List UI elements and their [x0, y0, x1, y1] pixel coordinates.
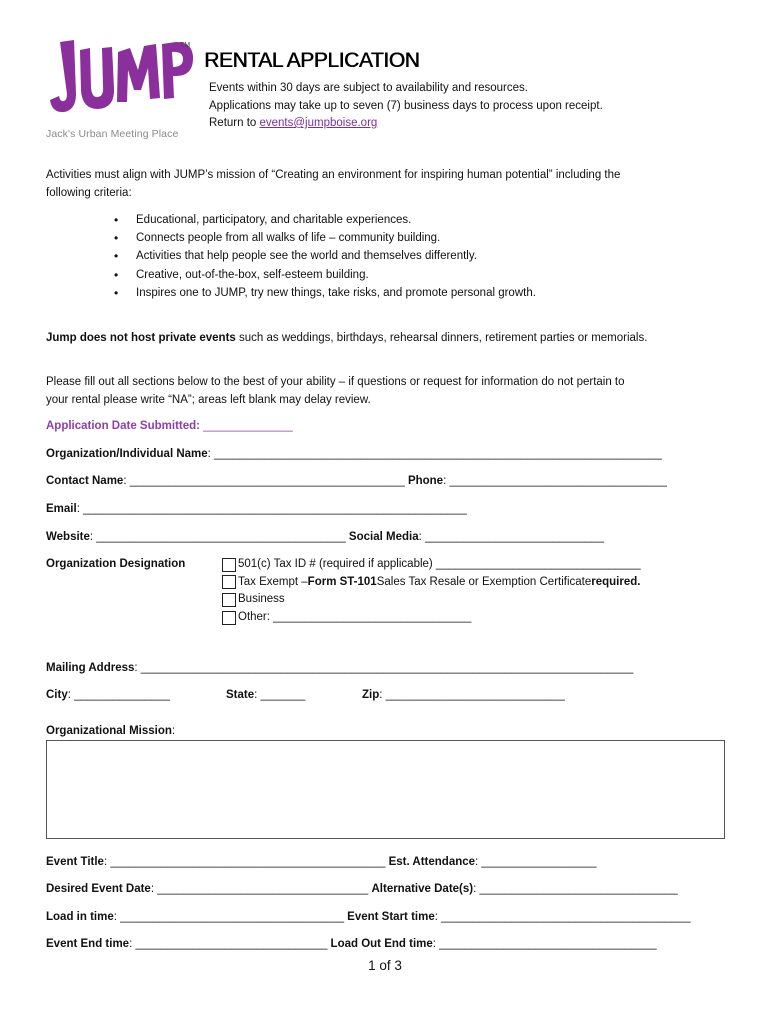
page-number: 1 of 3 — [368, 958, 402, 973]
alternative-date-label: Alternative Date(s) — [371, 883, 474, 895]
option-tax-exempt-required: required. — [591, 575, 641, 588]
application-date-row — [46, 420, 293, 432]
private-events-bold: Jump does not host private events — [46, 332, 236, 344]
organizational-mission-colon: : — [171, 725, 176, 737]
event-date-row — [46, 883, 678, 895]
website-label: Website — [46, 531, 90, 543]
instructions — [46, 373, 625, 409]
email-label: Email — [46, 503, 77, 515]
application-date-label: Application Date Submitted: — [46, 420, 200, 432]
contact-name-label: Contact Name — [46, 475, 124, 487]
state-field[interactable]: : _______ — [254, 689, 306, 701]
city-label: City — [46, 689, 68, 701]
page-title: RENTAL APPLICATION — [204, 49, 420, 72]
end-time-row — [46, 938, 657, 950]
state-group — [226, 689, 305, 701]
desired-date-label: Desired Event Date — [46, 883, 151, 895]
email-link[interactable]: events@jumpboise.org — [259, 117, 378, 129]
header-note-return — [209, 115, 603, 133]
mission-intro-line-2: following criteria: — [46, 187, 132, 199]
trademark-mark: TM — [180, 42, 191, 49]
option-business-label: Business — [238, 593, 285, 606]
jump-wordmark-graphic — [46, 36, 196, 128]
header-note-processing: Applications may take up to seven (7) business days to process upon receipt. — [209, 99, 603, 112]
organization-name-label: Organization/Individual Name — [46, 448, 208, 460]
desired-date-field[interactable]: : _________________________________ — [150, 883, 372, 895]
zip-field[interactable]: : ____________________________ — [379, 689, 565, 701]
load-in-row — [46, 911, 691, 923]
load-in-label: Load in time — [46, 911, 114, 923]
jump-logo — [46, 36, 196, 148]
zip-label: Zip — [362, 689, 380, 701]
mission-intro-line-1: Activities must align with JUMP’s mission of “Creating an environment for inspiring human potential” including the — [46, 169, 621, 181]
logo-subtitle: Jack's Urban Meeting Place — [46, 128, 179, 140]
mailing-address-field[interactable]: : _____________________________________________________________________________ — [134, 662, 634, 674]
list-item: • Inspires one to JUMP, try new things, take risks, and promote personal growth. — [112, 284, 536, 302]
checkbox-501c[interactable] — [222, 558, 236, 572]
city-field[interactable]: : _______________ — [67, 689, 171, 701]
option-501c-label: 501(c) Tax ID # (required if applicable) ________________________________ — [238, 558, 641, 570]
application-date-field[interactable]: ______________ — [199, 420, 293, 432]
event-title-field[interactable]: : ___________________________________________ — [103, 856, 389, 868]
header-note-availability: Events within 30 days are subject to availability and resources. — [209, 82, 528, 94]
event-title-row — [46, 856, 597, 868]
return-prefix: Return to — [209, 117, 260, 129]
criteria-list — [112, 211, 536, 302]
instructions-line-2: your rental please write “NA”; areas left blank may delay review. — [46, 394, 371, 406]
designation-label: Organization Designation — [46, 558, 186, 570]
end-time-field[interactable]: : ______________________________ — [129, 938, 331, 950]
phone-field[interactable]: : __________________________________ — [443, 475, 667, 487]
mission-intro — [46, 166, 620, 202]
end-time-label: Event End time — [46, 938, 130, 950]
option-501c — [222, 556, 641, 574]
social-media-field[interactable]: : ____________________________ — [418, 531, 605, 543]
load-out-field[interactable]: : __________________________________ — [432, 938, 657, 950]
list-item: • Activities that help people see the world and themselves differently. — [112, 247, 536, 265]
start-time-label: Event Start time — [347, 911, 435, 923]
alternative-date-field[interactable]: : _______________________________ — [473, 883, 678, 895]
option-tax-exempt-form: Form ST-101 — [307, 575, 377, 588]
start-time-field[interactable]: : _______________________________________ — [434, 911, 691, 923]
load-out-label: Load Out End time — [330, 938, 433, 950]
header-notes — [209, 80, 603, 133]
email-field[interactable]: : ____________________________________________________________ — [76, 503, 467, 515]
state-label: State — [226, 689, 255, 701]
contact-name-field[interactable]: : ___________________________________________ — [123, 475, 408, 487]
option-tax-exempt — [222, 574, 641, 592]
instructions-line-1: Please fill out all sections below to the best of your ability – if questions or request for information do not pertain to — [46, 376, 625, 388]
organization-name-field[interactable]: : ______________________________________________________________________ — [207, 448, 662, 460]
phone-label: Phone — [407, 475, 444, 487]
attendance-label: Est. Attendance — [388, 856, 476, 868]
designation-label-row — [46, 558, 185, 570]
private-events-note — [46, 329, 647, 347]
organization-name-row — [46, 448, 662, 460]
attendance-field[interactable]: : __________________ — [475, 856, 597, 868]
option-other-label[interactable]: Other: _______________________________ — [238, 610, 472, 623]
option-tax-exempt-a: Tax Exempt – — [238, 575, 308, 588]
email-row — [46, 503, 467, 515]
option-business — [222, 591, 641, 609]
list-item: • Connects people from all walks of life – community building. — [112, 229, 536, 247]
designation-options — [222, 556, 641, 626]
website-row — [46, 531, 604, 543]
option-tax-exempt-c: Sales Tax Resale or Exemption Certificate — [376, 575, 592, 588]
social-media-label: Social Media — [348, 531, 419, 543]
zip-group — [362, 689, 565, 701]
list-item: • Creative, out-of-the-box, self-esteem building. — [112, 266, 536, 284]
city-row — [46, 689, 170, 701]
organizational-mission-row — [46, 725, 175, 737]
checkbox-business[interactable] — [222, 593, 236, 607]
option-other — [222, 609, 641, 627]
checkbox-tax-exempt[interactable] — [222, 575, 236, 589]
list-item: • Educational, participatory, and charitable experiences. — [112, 211, 536, 229]
private-events-rest: such as weddings, birthdays, rehearsal dinners, retirement parties or memorials. — [235, 332, 648, 344]
organizational-mission-input[interactable] — [46, 740, 725, 839]
contact-row — [46, 475, 667, 487]
mailing-address-row — [46, 662, 633, 674]
website-field[interactable]: : _______________________________________ — [89, 531, 349, 543]
event-title-label: Event Title — [46, 856, 104, 868]
load-in-field[interactable]: : ___________________________________ — [113, 911, 348, 923]
organizational-mission-label: Organizational Mission — [46, 725, 172, 737]
checkbox-other[interactable] — [222, 611, 236, 625]
mailing-address-label: Mailing Address — [46, 662, 135, 674]
